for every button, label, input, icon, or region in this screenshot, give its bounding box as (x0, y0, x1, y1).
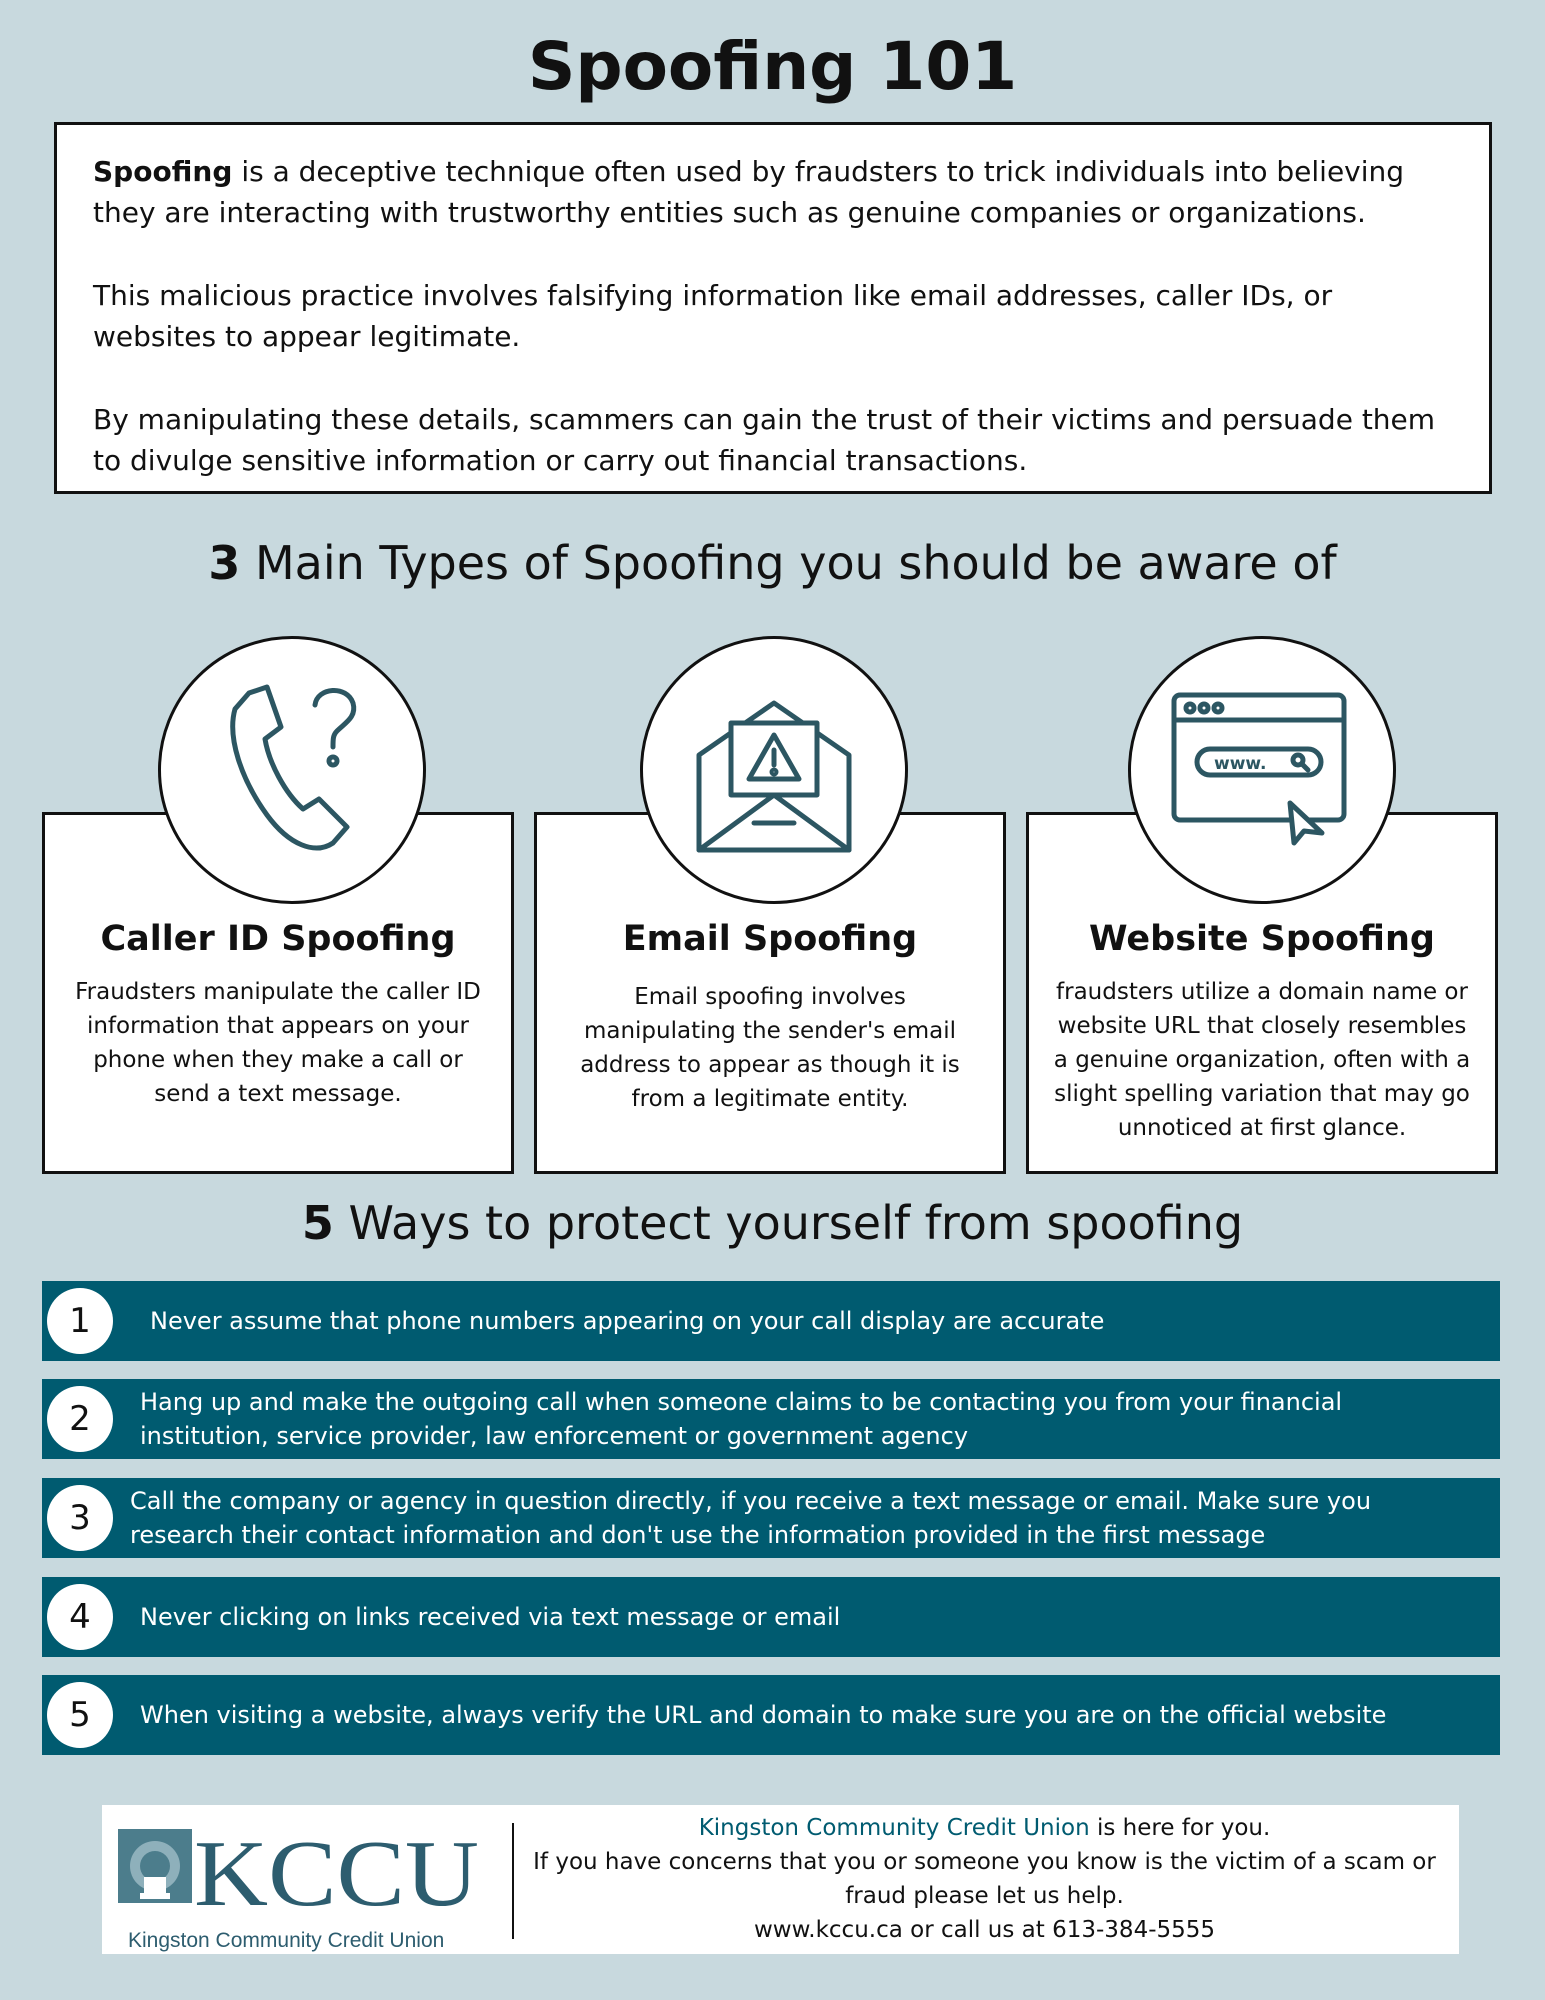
way-item (42, 1478, 1500, 1558)
footer-line-2: If you have concerns that you or someone you know is the victim of a scam or fraud please let us help. (533, 1849, 1436, 1909)
way-item (42, 1577, 1500, 1657)
types-heading-text: Main Types of Spoofing you should be aware of (240, 536, 1337, 590)
way-number: 2 (47, 1386, 113, 1452)
way-number: 3 (47, 1485, 113, 1551)
footer-org-name: Kingston Community Credit Union (698, 1815, 1090, 1841)
ways-heading-number: 5 (301, 1196, 334, 1250)
way-number: 5 (47, 1682, 113, 1748)
footer-line-1 (522, 1811, 1447, 1845)
way-item (42, 1281, 1500, 1361)
intro-box (54, 122, 1492, 494)
footer-divider (512, 1823, 514, 1939)
browser-window-icon (1128, 636, 1396, 904)
intro-paragraph-3: By manipulating these details, scammers can gain the trust of their victims and persuade them to divulge sensitive information or carry out financial transactions. (93, 403, 1436, 477)
footer-contact: www.kccu.ca or call us at 613-384-5555 (753, 1917, 1216, 1943)
kccu-logo-mark (114, 1823, 484, 1923)
type-description: Email spoofing involves manipulating the sender's email address to appear as though it is from a legitimate entity. (580, 984, 960, 1112)
ways-heading (0, 1196, 1545, 1250)
intro-paragraph-2: This malicious practice involves falsifying information like email addresses, caller IDs, or websites to appear legitimate. (93, 279, 1333, 353)
type-title: Email Spoofing (622, 919, 918, 959)
intro-p1-text: is a deceptive technique often used by fraudsters to trick individuals into believing they are interacting with trustworthy entities such as genuine companies or organizations. (93, 155, 1405, 229)
phone-question-icon (158, 636, 426, 904)
browser-url-text: www. (1214, 754, 1267, 774)
type-title: Caller ID Spoofing (100, 919, 456, 959)
type-description: Fraudsters manipulate the caller ID information that appears on your phone when they make a call or send a text message. (75, 979, 481, 1107)
intro-term: Spoofing (93, 155, 233, 188)
kccu-logo (114, 1823, 484, 1952)
types-heading-number: 3 (208, 536, 241, 590)
intro-paragraph-1 (93, 151, 1453, 233)
types-heading (0, 536, 1545, 590)
footer-line-1-rest: is here for you. (1089, 1815, 1271, 1841)
email-warning-icon (640, 636, 908, 904)
way-number: 1 (47, 1288, 113, 1354)
way-item (42, 1379, 1500, 1459)
logo-wordmark: KCCU (194, 1823, 479, 1923)
page-title: Spoofing 101 (527, 28, 1018, 105)
way-text: Never clicking on links received via text message or email (140, 1603, 841, 1631)
logo-subtitle: Kingston Community Credit Union (128, 1929, 445, 1952)
type-description: fraudsters utilize a domain name or website URL that closely resembles a genuine organization, often with a slight spelling variation that may go unnoticed at first glance. (1053, 979, 1471, 1141)
way-item (42, 1675, 1500, 1755)
ways-heading-text: Ways to protect yourself from spoofing (333, 1196, 1244, 1250)
footer (102, 1805, 1459, 1954)
way-text: When visiting a website, always verify the URL and domain to make sure you are on the official website (140, 1701, 1387, 1729)
footer-message (522, 1811, 1447, 1947)
way-text: Never assume that phone numbers appearing on your call display are accurate (150, 1307, 1105, 1335)
way-number: 4 (47, 1584, 113, 1650)
type-title: Website Spoofing (1089, 919, 1435, 959)
way-text: Call the company or agency in question directly, if you receive a text message or email. Make sure you research their contact information and don't use the information provided in the first message (130, 1487, 1372, 1549)
way-text: Hang up and make the outgoing call when someone claims to be contacting you from your financial institution, service provider, law enforcement or government agency (140, 1388, 1343, 1450)
